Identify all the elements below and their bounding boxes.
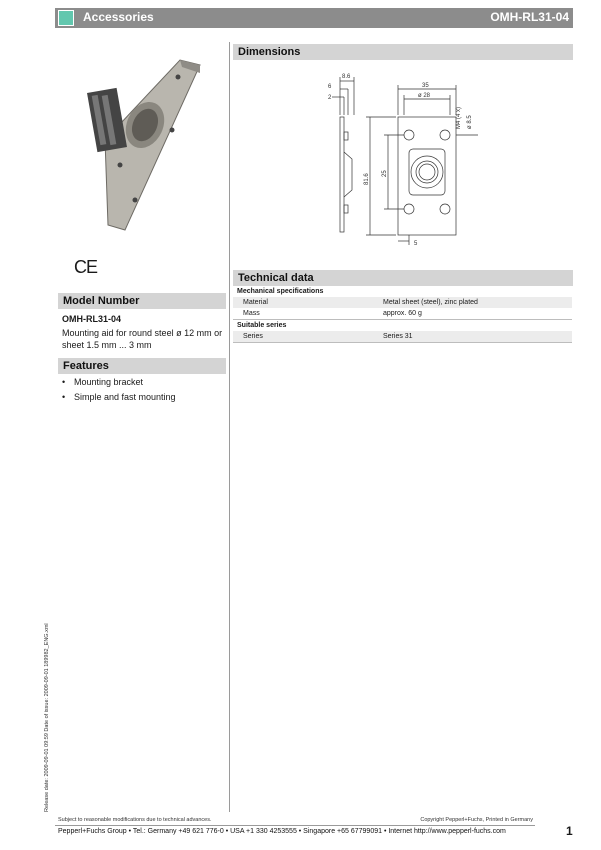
tech-group-title: Mechanical specifications <box>237 288 324 295</box>
dim-6-label: 6 <box>328 84 332 90</box>
dim-81-6-label: 81.6 <box>364 173 370 185</box>
model-name: OMH-RL31-04 <box>62 314 122 324</box>
dimension-drawing <box>310 67 485 247</box>
dim-8-6-label: 8.6 <box>342 74 351 80</box>
tech-row <box>233 297 572 308</box>
feature-item: • Simple and fast mounting <box>62 391 176 403</box>
header-bar <box>55 8 573 28</box>
dim-8-5-label: ø 8.5 <box>467 115 473 129</box>
release-date-note: Release date: 2009-09-01 09:59 Date of issue: 2009-09-01 189982_ENG.xml <box>44 623 50 812</box>
tech-label: Series <box>233 331 379 343</box>
tech-group-row <box>233 286 572 297</box>
tech-value: approx. 60 g <box>379 308 572 320</box>
dim-28-label: ø 28 <box>418 93 431 99</box>
tech-group-title: Suitable series <box>237 322 287 329</box>
model-description: Mounting aid for round steel ø 12 mm or sheet 1.5 mm ... 3 mm <box>62 328 223 350</box>
tech-row <box>233 331 572 343</box>
modifications-note: Subject to reasonable modifications due to technical advances. <box>58 817 212 823</box>
column-divider <box>229 42 230 812</box>
dim-2-label: 2 <box>328 95 332 101</box>
tech-label: Material <box>233 297 379 308</box>
product-photo <box>80 55 210 235</box>
page-number: 1 <box>566 824 573 838</box>
category-title: Accessories <box>83 10 154 24</box>
dim-5-label: 5 <box>414 241 418 247</box>
technical-data-table <box>233 286 572 343</box>
dim-35-label: 35 <box>422 83 429 89</box>
tech-label: Mass <box>233 308 379 320</box>
features-heading: Features <box>58 358 226 374</box>
model-number-heading: Model Number <box>58 293 226 309</box>
dimensions-heading: Dimensions <box>233 44 573 60</box>
features-list <box>62 376 176 406</box>
copyright-note: Copyright Pepperl+Fuchs, Printed in Germany <box>420 817 533 823</box>
brand-square-icon <box>58 10 74 26</box>
tech-group-row <box>233 320 572 332</box>
tech-row <box>233 308 572 320</box>
dim-m4-label: M4 (4 x) <box>456 106 462 129</box>
technical-data-heading: Technical data <box>233 270 573 286</box>
footer-divider <box>55 825 535 826</box>
contact-line: Pepperl+Fuchs Group • Tel.: Germany +49 621 776-0 • USA +1 330 4253555 • Singapore +65 67799091 • Internet http://www.pepperl-fuchs.com <box>58 828 506 835</box>
product-code: OMH-RL31-04 <box>490 10 569 24</box>
tech-value: Series 31 <box>379 331 572 343</box>
ce-mark: CE <box>74 257 98 277</box>
tech-value: Metal sheet (steel), zinc plated <box>379 297 572 308</box>
dim-25-label: 25 <box>382 170 388 177</box>
feature-item: • Mounting bracket <box>62 376 176 388</box>
